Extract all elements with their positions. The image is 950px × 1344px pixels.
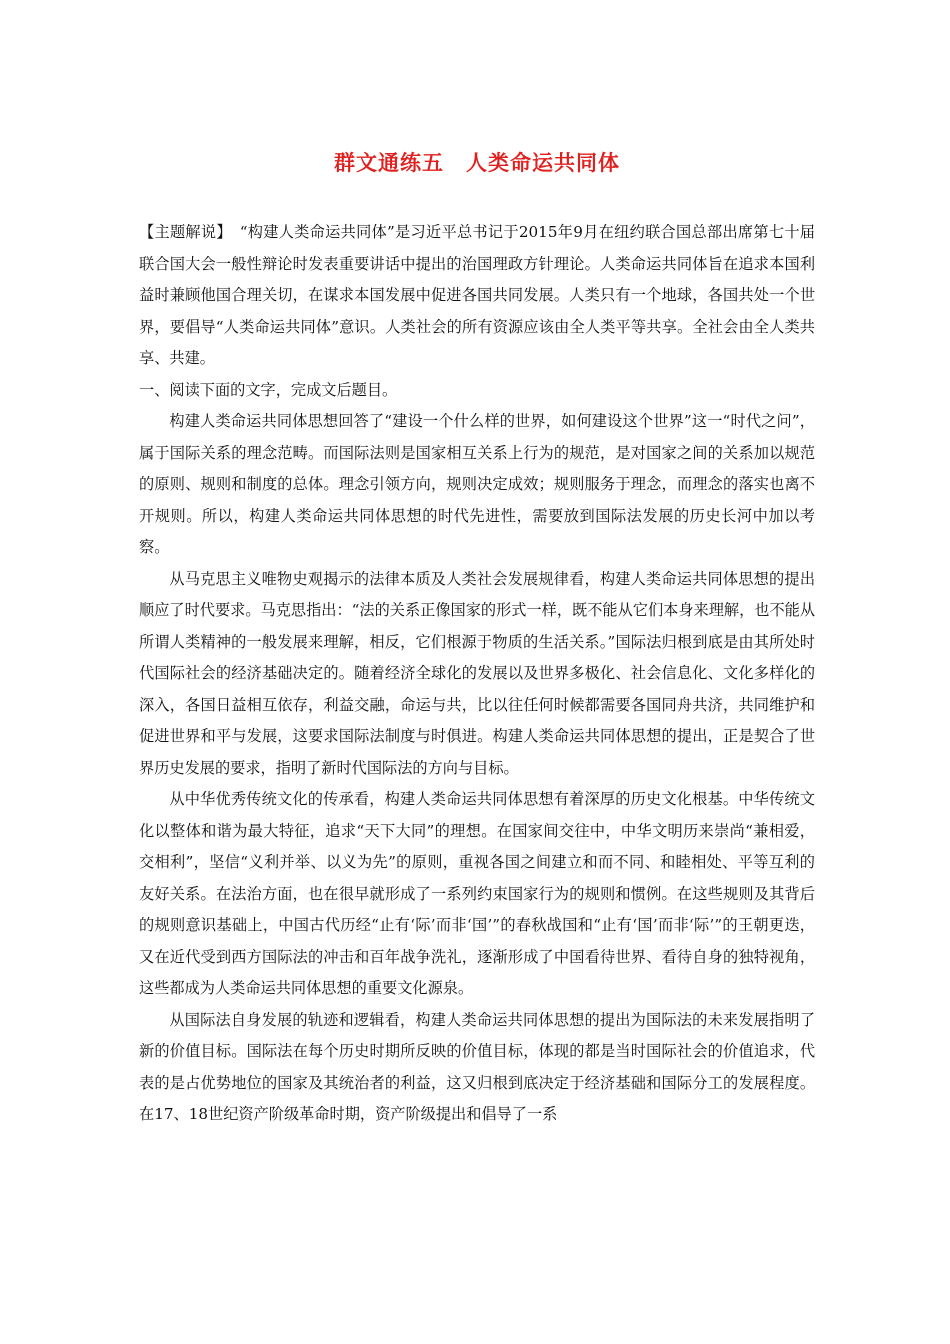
paragraph-1: 构建人类命运共同体思想回答了“建设一个什么样的世界，如何建设这个世界”这一“时代之问”，属于国际关系的理念范畴。而国际法则是国家相互关系上行为的规范，是对国家之间的关系加以规范的原则、规则和制度的总体。理念引领方向，规则决定成效；规则服务于理念，而理念的落实也离不开规则。所以，构建人类命运共同体思想的时代先进性，需要放到国际法发展的历史长河中加以考察。 bbox=[139, 412, 815, 557]
topic-intro bbox=[139, 217, 815, 375]
intro-text: “构建人类命运共同体”是习近平总书记于2015年9月在纽约联合国总部出席第七十届联合国大会一般性辩论时发表重要讲话中提出的治国理政方针理论。人类命运共同体旨在追求本国利益时兼顾他国合理关切，在谋求本国发展中促进各国共同发展。人类只有一个地球，各国共处一个世界，要倡导“人类命运共同体”意识。人类社会的所有资源应该由全人类平等共享。全社会由全人类共享、共建。 bbox=[139, 223, 815, 368]
paragraph-4: 从国际法自身发展的轨迹和逻辑看，构建人类命运共同体思想的提出为国际法的未来发展指明了新的价值目标。国际法在每个历史时期所反映的价值目标，体现的都是当时国际社会的价值追求，代表的是占优势地位的国家及其统治者的利益，这又归根到底决定于经济基础和国际分工的发展程度。在17、18世纪资产阶级革命时期，资产阶级提出和倡导了一系 bbox=[139, 1010, 815, 1124]
document-title: 群文通练五 人类命运共同体 bbox=[334, 150, 620, 175]
section-heading: 一、阅读下面的文字，完成文后题目。 bbox=[139, 380, 398, 399]
document-page bbox=[139, 150, 815, 1131]
intro-label: 【主题解说】 bbox=[139, 223, 225, 242]
paragraph-3: 从中华优秀传统文化的传承看，构建人类命运共同体思想有着深厚的历史文化根基。中华传统文化以整体和谐为最大特征，追求“天下大同”的理想。在国家间交往中，中华文明历来崇尚“兼相爱，交相利”，坚信“义利并举、以义为先”的原则，重视各国之间建立和而不同、和睦相处、平等互利的友好关系。在法治方面，也在很早就形成了一系列约束国家行为的规则和惯例。在这些规则及其背后的规则意识基础上，中国古代历经“止有‘际’而非‘国’”的春秋战国和“止有‘国’而非‘际’”的王朝更迭，又在近代受到西方国际法的冲击和百年战争洗礼，逐渐形成了中国看待世界、看待自身的独特视角，这些都成为人类命运共同体思想的重要文化源泉。 bbox=[139, 790, 815, 998]
paragraph-2: 从马克思主义唯物史观揭示的法律本质及人类社会发展规律看，构建人类命运共同体思想的提出顺应了时代要求。马克思指出：“法的关系正像国家的形式一样，既不能从它们本身来理解，也不能从所谓人类精神的一般发展来理解，相反，它们根源于物质的生活关系。”国际法归根到底是由其所处时代国际社会的经济基础决定的。随着经济全球化的发展以及世界多极化、社会信息化、文化多样化的深入，各国日益相互依存，利益交融，命运与共，比以往任何时候都需要各国同舟共济，共同维护和促进世界和平与发展，这要求国际法制度与时俱进。构建人类命运共同体思想的提出，正是契合了世界历史发展的要求，指明了新时代国际法的方向与目标。 bbox=[139, 569, 816, 777]
